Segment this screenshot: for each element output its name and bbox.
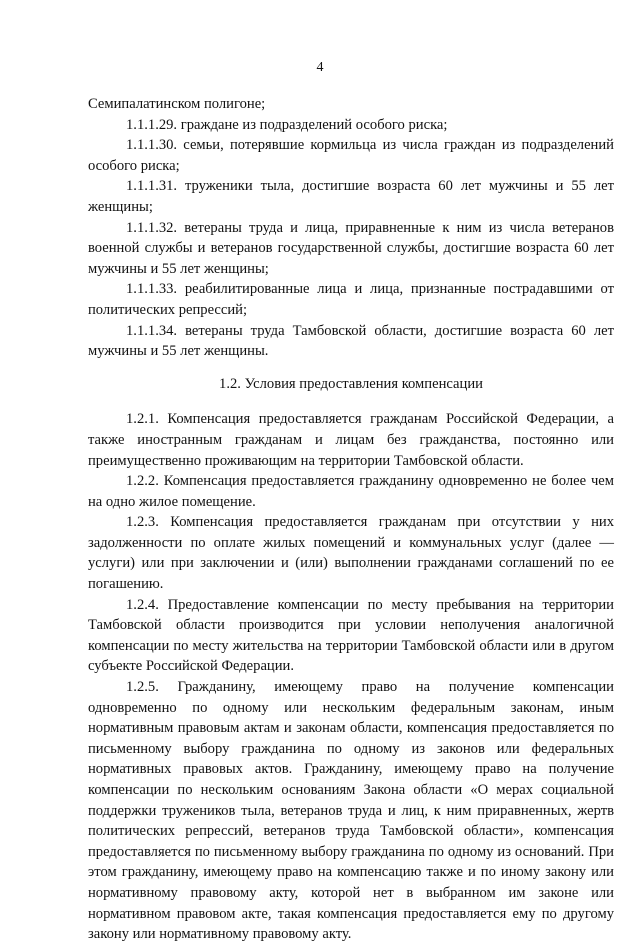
list-items-1-2 <box>88 409 614 944</box>
paragraph: 1.1.1.34. ветераны труда Тамбовской области, достигшие возраста 60 лет мужчины и 55 лет женщины. <box>88 322 614 360</box>
list-items-1-1-1 <box>88 94 614 362</box>
paragraph: 1.2.4. Предоставление компенсации по месту пребывания на территории Тамбовской области производится при условии неполучения аналогичной компенсации по месту жительства на территории Тамбовской области или в другом субъекте Российской Федерации. <box>88 596 614 675</box>
paragraph: 1.1.1.29. граждане из подразделений особого риска; <box>126 116 448 133</box>
paragraph: Семипалатинском полигоне; <box>88 96 266 112</box>
paragraph: 1.2.2. Компенсация предоставляется гражданину одновременно не более чем на одно жилое помещение. <box>88 473 614 510</box>
document-body <box>88 94 614 945</box>
page-number: 4 <box>316 60 324 75</box>
paragraph: 1.1.1.32. ветераны труда и лица, приравненные к ним из числа ветеранов военной службы и ветеранов государственной службы, достигшие возраста 60 лет мужчины и 55 лет женщины; <box>88 219 614 277</box>
paragraph: 1.2.5. Гражданину, имеющему право на получение компенсации одновременно по одному или нескольким федеральным законам, иным нормативным правовым актам и законам области, компенсация предоставляется по письменному выбору гражданина по одному из законов или федеральных нормативных правовых актов. Гражданину, имеющему право на получение компенсации по нескольким основаниям Закона области «О мерах социальной поддержки тружеников тыла, ветеранов труда и лиц, к ним приравненных, жертв политических репрессий, ветеранов труда Тамбовской области», компенсация предоставляется по письменному выбору гражданина по одному из оснований. При этом гражданину, имеющему право на компенсацию также и по иному закону или нормативному правовому акту, которой нет в выбранном им законе или нормативном правовом акте, такая компенсация предоставляется ему по другому закону или нормативному правовому акту. <box>88 679 614 943</box>
paragraph: 1.2.1. Компенсация предоставляется гражданам Российской Федерации, а также иностранным гражданам и лицам без гражданства, постоянно или преимущественно проживающим на территории Тамбовской области. <box>88 411 614 469</box>
section-heading: 1.2. Условия предоставления компенсации <box>219 375 483 392</box>
paragraph: 1.1.1.31. труженики тыла, достигшие возраста 60 лет мужчины и 55 лет женщины; <box>88 178 614 215</box>
paragraph: 1.1.1.30. семьи, потерявшие кормильца из числа граждан из подразделений особого риска; <box>88 137 614 174</box>
paragraph: 1.1.1.33. реабилитированные лица и лица, признанные пострадавшими от политических репрессий; <box>88 281 614 318</box>
paragraph: 1.2.3. Компенсация предоставляется гражданам при отсутствии у них задолженности по оплате жилых помещений и коммунальных услуг (далее — услуги) или при заключении и (или) выполнении гражданами соглашений по ее погашению. <box>88 514 614 593</box>
